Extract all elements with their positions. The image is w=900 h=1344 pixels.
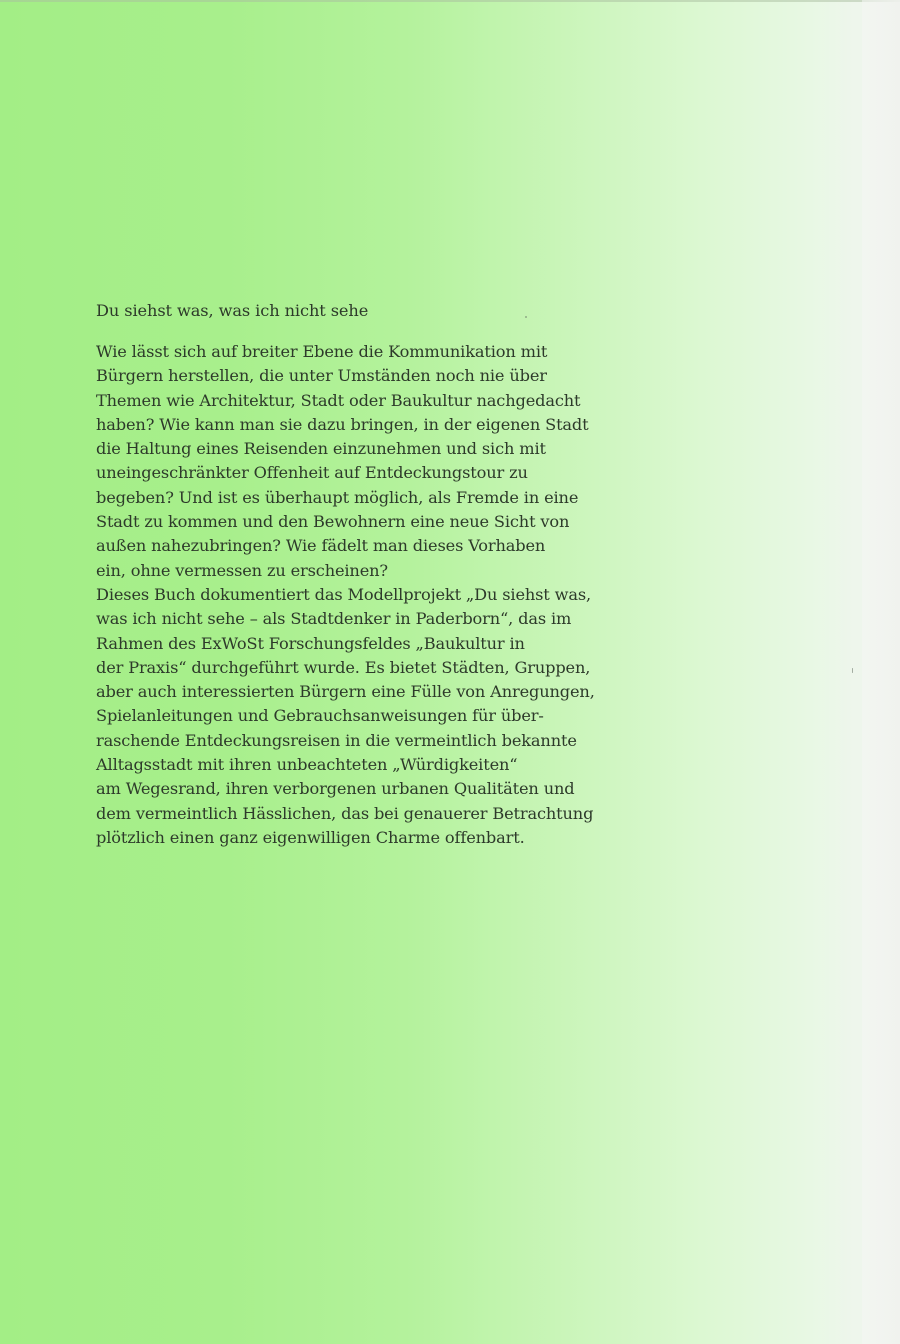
description-paragraph — [96, 583, 636, 850]
text-line: dem vermeintlich Hässlichen, das bei genauerer Betrachtung — [96, 803, 594, 823]
text-line: uneingeschränkter Offenheit auf Entdeckungstour zu — [96, 463, 528, 483]
text-line: Rahmen des ExWoSt Forschungsfeldes „Baukultur in — [96, 633, 525, 653]
text-line: Spielanleitungen und Gebrauchsanweisungen für über- — [96, 706, 544, 726]
text-line: Alltagsstadt mit ihren unbeachteten „Würdigkeiten“ — [96, 755, 518, 775]
intro-paragraph — [96, 340, 636, 583]
text-line: Bürgern herstellen, die unter Umständen noch nie über — [96, 366, 547, 386]
text-line: Stadt zu kommen und den Bewohnern eine neue Sicht von — [96, 512, 570, 532]
text-line: die Haltung eines Reisenden einzunehmen und sich mit — [96, 439, 546, 459]
text-line: am Wegesrand, ihren verborgenen urbanen Qualitäten und — [96, 779, 575, 799]
text-line: Dieses Buch dokumentiert das Modellprojekt „Du siehst was, — [96, 584, 592, 604]
text-line: außen nahezubringen? Wie fädelt man dieses Vorhaben — [96, 536, 546, 556]
text-line: Themen wie Architektur, Stadt oder Baukultur nachgedacht — [96, 390, 581, 410]
text-line: begeben? Und ist es überhaupt möglich, als Fremde in eine — [96, 487, 579, 507]
text-line: aber auch interessierten Bürgern eine Fülle von Anregungen, — [96, 682, 595, 702]
back-cover-text — [96, 298, 636, 850]
page-top-edge — [0, 0, 900, 2]
text-line: ein, ohne vermessen zu erscheinen? — [96, 560, 388, 580]
text-line: der Praxis“ durchgeführt wurde. Es bietet Städten, Gruppen, — [96, 657, 591, 677]
paper-speck — [852, 668, 853, 673]
text-line: raschende Entdeckungsreisen in die vermeintlich bekannte — [96, 730, 577, 750]
text-line: was ich nicht sehe – als Stadtdenker in Paderborn“, das im — [96, 609, 572, 629]
text-line: haben? Wie kann man sie dazu bringen, in der eigenen Stadt — [96, 414, 589, 434]
text-line: plötzlich einen ganz eigenwilligen Charme offenbart. — [96, 827, 525, 847]
text-line: Wie lässt sich auf breiter Ebene die Kommunikation mit — [96, 342, 548, 361]
book-title-heading: Du siehst was, was ich nicht sehe — [96, 301, 369, 320]
page-right-edge — [862, 0, 900, 1344]
